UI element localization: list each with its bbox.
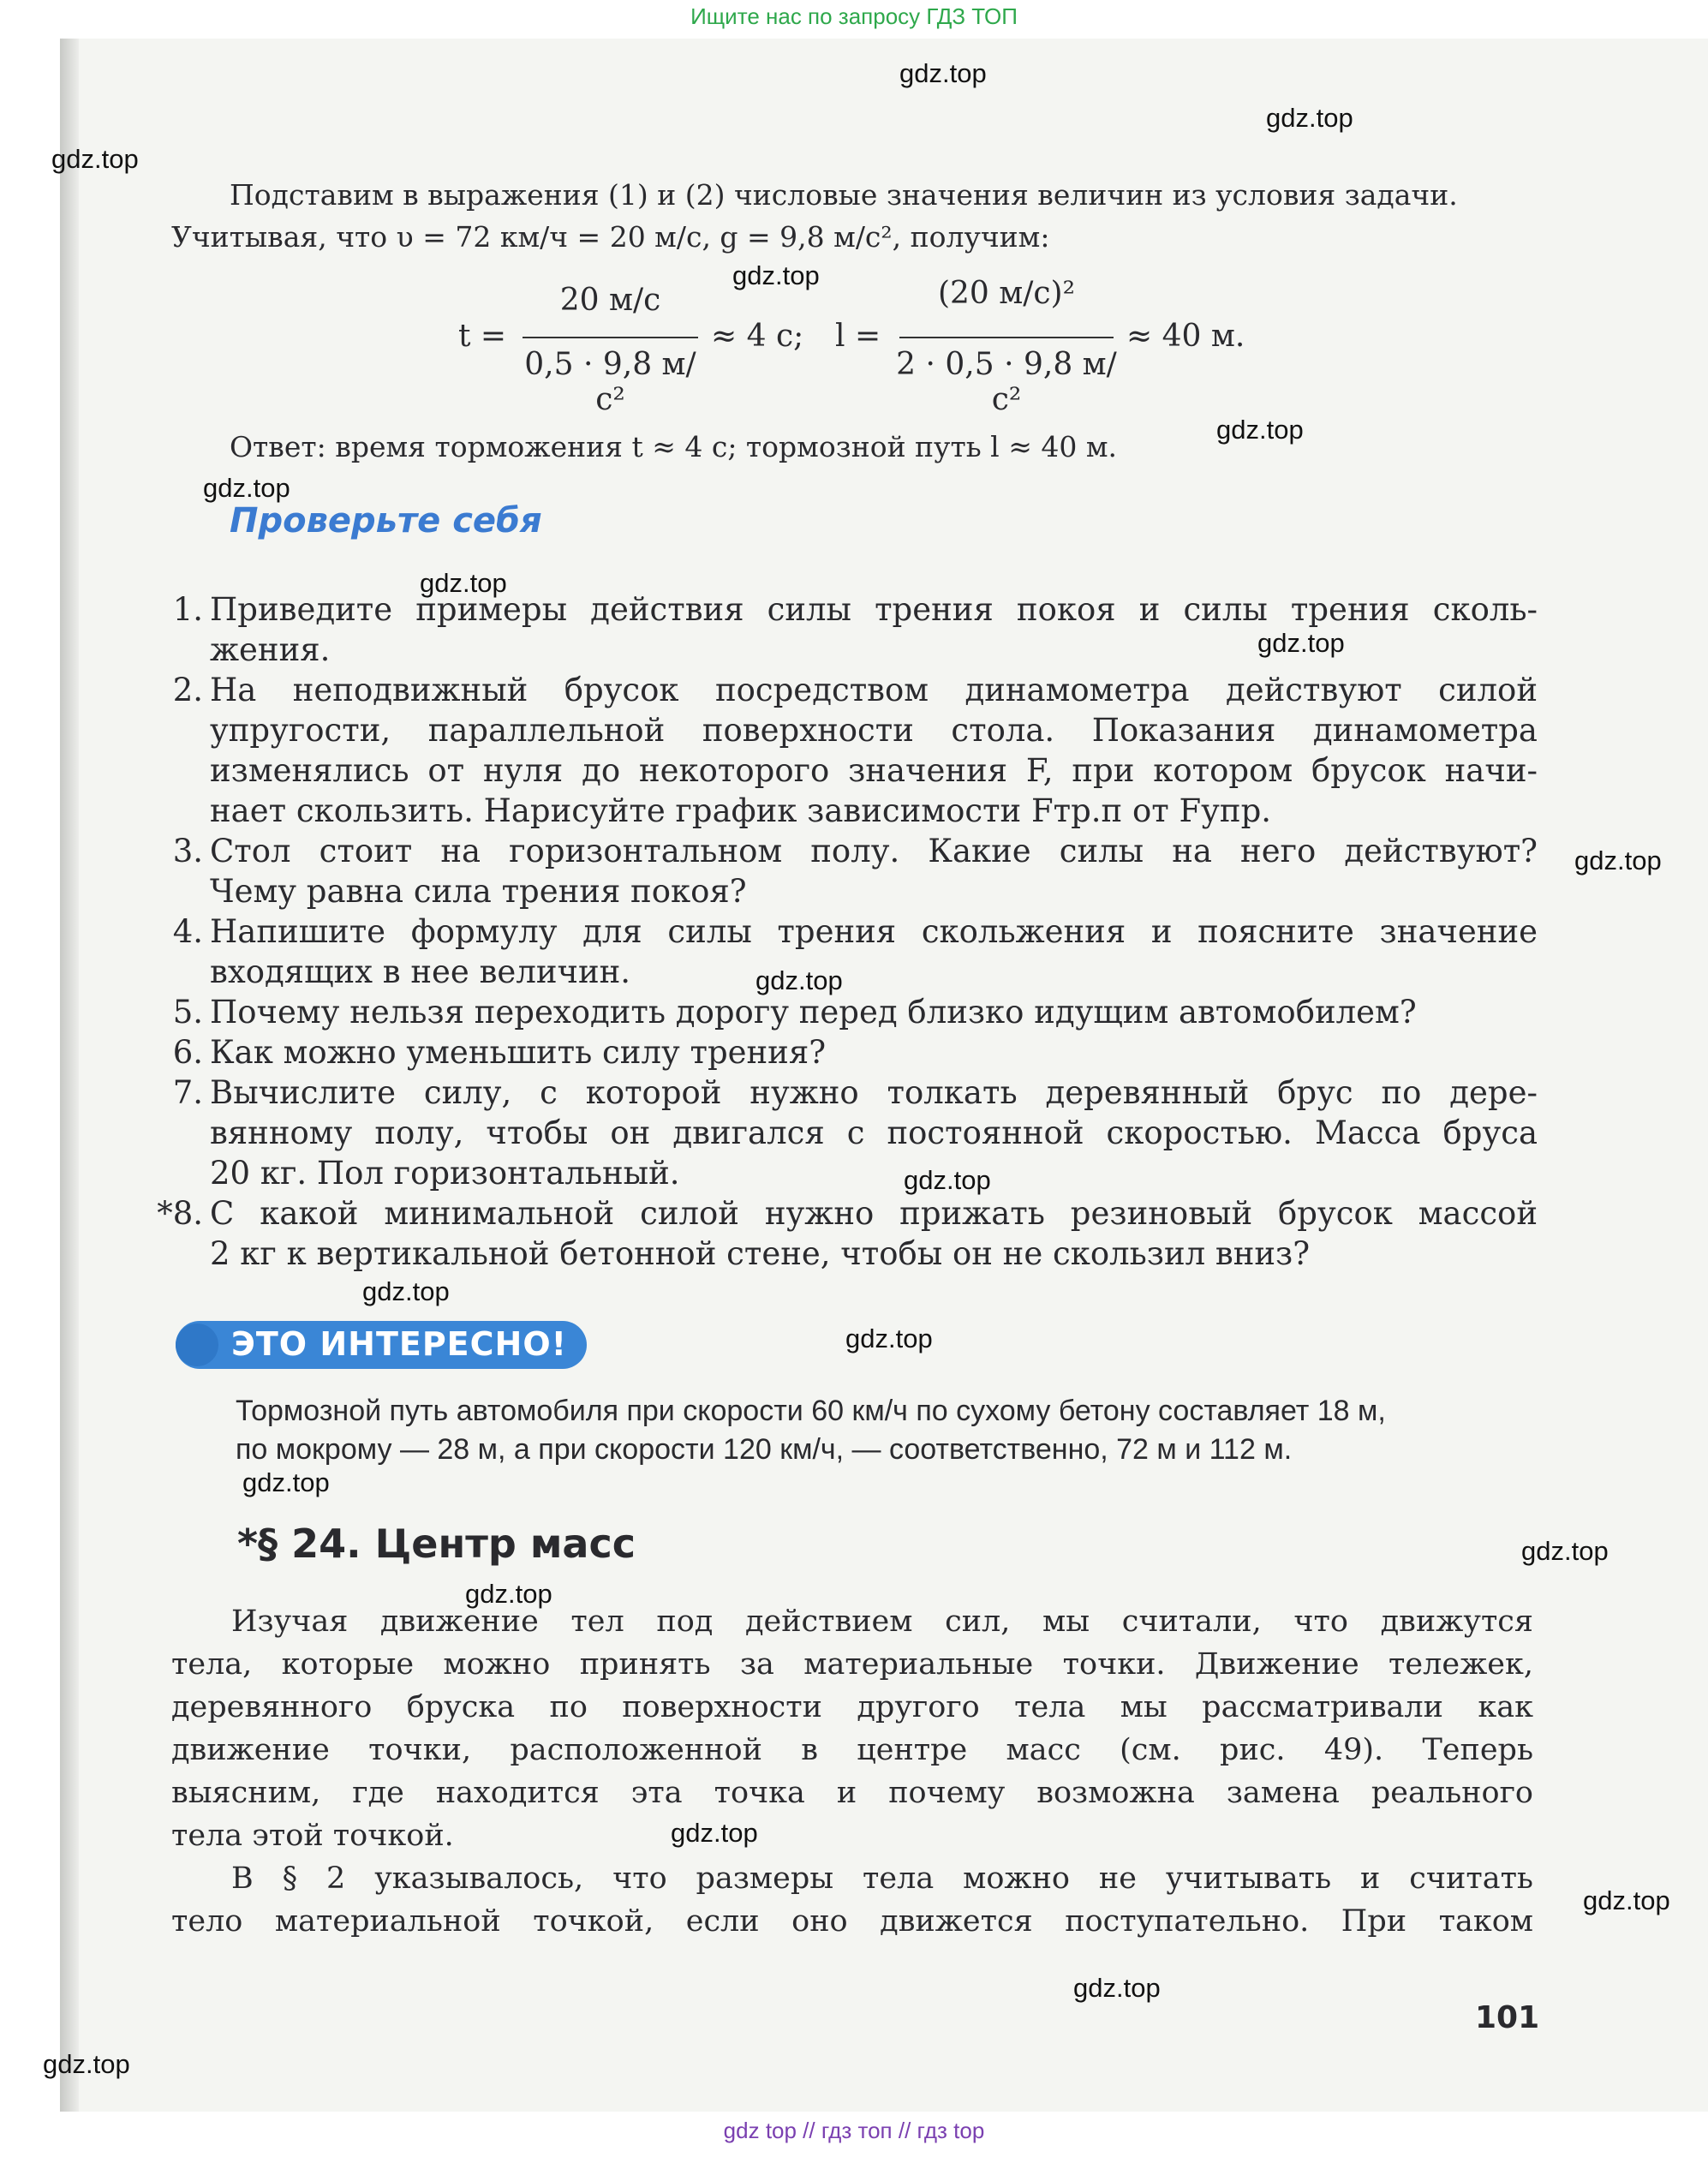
question-2 [172, 670, 1538, 831]
question-line: 20 кг. Пол горизонтальный. [210, 1155, 680, 1192]
section-heading: *§ 24. Центр масс [237, 1521, 636, 1567]
question-number: 1. [172, 591, 203, 628]
question-line: упругости, параллельной поверхности стола. Показания динамометра [210, 712, 1538, 749]
body-line: выясним, где находится эта точка и почему возможна замена реального [171, 1776, 1533, 1810]
interesting-line: по мокрому — 28 м, а при скорости 120 км/ч, — соответственно, 72 м и 112 м. [236, 1433, 1293, 1466]
check-yourself-heading: Проверьте себя [230, 501, 542, 541]
body-line: тело материальной точкой, если оно движется поступательно. При таком [171, 1904, 1533, 1939]
question-number: 2. [172, 672, 203, 708]
watermark: gdz.top [671, 1818, 758, 1848]
page-binding-edge [60, 39, 79, 2112]
question-number: 3. [172, 833, 203, 869]
body-line: Изучая движение тел под действием сил, мы считали, что движутся [231, 1604, 1533, 1639]
question-6 [172, 1032, 1538, 1073]
question-number: 6. [172, 1034, 203, 1071]
fraction-bar [523, 337, 698, 338]
question-number: 5. [172, 994, 203, 1031]
answer-line: Ответ: время торможения t ≈ 4 с; тормозной путь l ≈ 40 м. [230, 430, 1118, 463]
watermark: gdz.top [732, 260, 820, 290]
watermark: gdz.top [465, 1579, 552, 1609]
body-line: движение точки, расположенной в центре масс (см. рис. 49). Теперь [171, 1733, 1533, 1767]
question-4 [172, 911, 1538, 992]
question-number: *8. [157, 1195, 203, 1232]
interesting-label: ЭТО ИНТЕРЕСНО! [231, 1325, 567, 1363]
watermark: gdz.top [904, 1165, 991, 1195]
question-line: Вычислите силу, с которой нужно толкать деревянный брус по дере- [210, 1074, 1538, 1111]
body-paragraph-1 [171, 1600, 1533, 1857]
watermark: gdz.top [1266, 103, 1353, 133]
body-paragraph-2 [171, 1857, 1533, 1943]
question-7 [172, 1073, 1538, 1193]
fraction-bar [899, 337, 1114, 338]
intro-line-2: Учитывая, что υ = 72 км/ч = 20 м/с, g = 9,8 м/с², получим: [171, 220, 1050, 254]
question-3 [172, 831, 1538, 911]
question-line: Стол стоит на горизонтальном полу. Какие силы на него действуют? [210, 833, 1538, 869]
question-line: С какой минимальной силой нужно прижать резиновый брусок массой [210, 1195, 1538, 1232]
question-line: На неподвижный брусок посредством динамометра действуют силой [210, 672, 1538, 708]
formula-l-result: ≈ 40 м. [1126, 319, 1245, 354]
watermark: gdz.top [420, 568, 507, 598]
question-line: жения. [210, 631, 331, 668]
intro-line-1: Подставим в выражения (1) и (2) числовые значения величин из условия задачи. [230, 178, 1458, 212]
watermark: gdz.top [899, 58, 987, 88]
watermark: gdz.top [1216, 415, 1304, 445]
bottom-banner[interactable]: gdz top // гдз топ // гдз top [723, 2118, 985, 2143]
question-line: Напишите формулу для силы трения скольжения и поясните значение [210, 913, 1538, 950]
watermark: gdz.top [51, 144, 139, 174]
interesting-dot-icon [176, 1323, 218, 1366]
formula-l-denominator: 2 · 0,5 · 9,8 м/с² [896, 347, 1117, 417]
interesting-text [236, 1392, 1538, 1469]
body-line: тела, которые можно принять за материальные точки. Движение тележек, [171, 1647, 1533, 1682]
question-number: 4. [172, 913, 203, 950]
watermark: gdz.top [242, 1467, 330, 1497]
question-line: Почему нельзя переходить дорогу перед близко идущим автомобилем? [210, 994, 1417, 1031]
watermark: gdz.top [755, 965, 843, 995]
question-8 [157, 1193, 1538, 1274]
watermark: gdz.top [845, 1323, 933, 1353]
formula-l-lhs: l = [835, 319, 881, 354]
top-banner[interactable]: Ищите нас по запросу ГДЗ ТОП [690, 3, 1018, 29]
formula-t-lhs: t = [458, 319, 507, 354]
formula-l-numerator: (20 м/с)² [937, 276, 1076, 311]
body-line: тела этой точкой. [171, 1819, 454, 1853]
question-line: Приведите примеры действия силы трения покоя и силы трения сколь- [210, 591, 1538, 628]
question-line: нает скользить. Нарисуйте график зависимости Fтр.п от Fупр. [210, 792, 1272, 829]
formula-t-denominator: 0,5 · 9,8 м/с² [524, 347, 696, 417]
question-5 [172, 992, 1538, 1032]
question-line: изменялись от нуля до некоторого значения F, при котором брусок начи- [210, 752, 1538, 789]
question-line: входящих в нее величин. [210, 953, 631, 990]
formula-t-numerator: 20 м/с [559, 283, 661, 318]
body-line: деревянного бруска по поверхности другого тела мы рассматривали как [171, 1690, 1533, 1724]
page-number: 101 [1475, 2000, 1540, 2035]
body-line: В § 2 указывалось, что размеры тела можно не учитывать и считать [231, 1861, 1533, 1896]
question-line: 2 кг к вертикальной бетонной стене, чтобы он не скользил вниз? [210, 1235, 1311, 1272]
question-line: Как можно уменьшить силу трения? [210, 1034, 827, 1071]
watermark: gdz.top [1574, 845, 1662, 875]
formula-t-result: ≈ 4 с; [711, 319, 804, 354]
question-line: вянному полу, чтобы он двигался с постоянной скоростью. Масса бруса [210, 1114, 1538, 1151]
watermark: gdz.top [1257, 628, 1345, 658]
question-number: 7. [172, 1074, 203, 1111]
watermark: gdz.top [362, 1276, 450, 1306]
question-line: Чему равна сила трения покоя? [210, 873, 747, 910]
interesting-line: Тормозной путь автомобиля при скорости 60 км/ч по сухому бетону составляет 18 м, [236, 1395, 1386, 1427]
watermark: gdz.top [1521, 1536, 1609, 1566]
watermark: gdz.top [203, 473, 290, 503]
watermark: gdz.top [1073, 1973, 1161, 2003]
watermark: gdz.top [1583, 1885, 1670, 1915]
watermark: gdz.top [43, 2049, 130, 2079]
